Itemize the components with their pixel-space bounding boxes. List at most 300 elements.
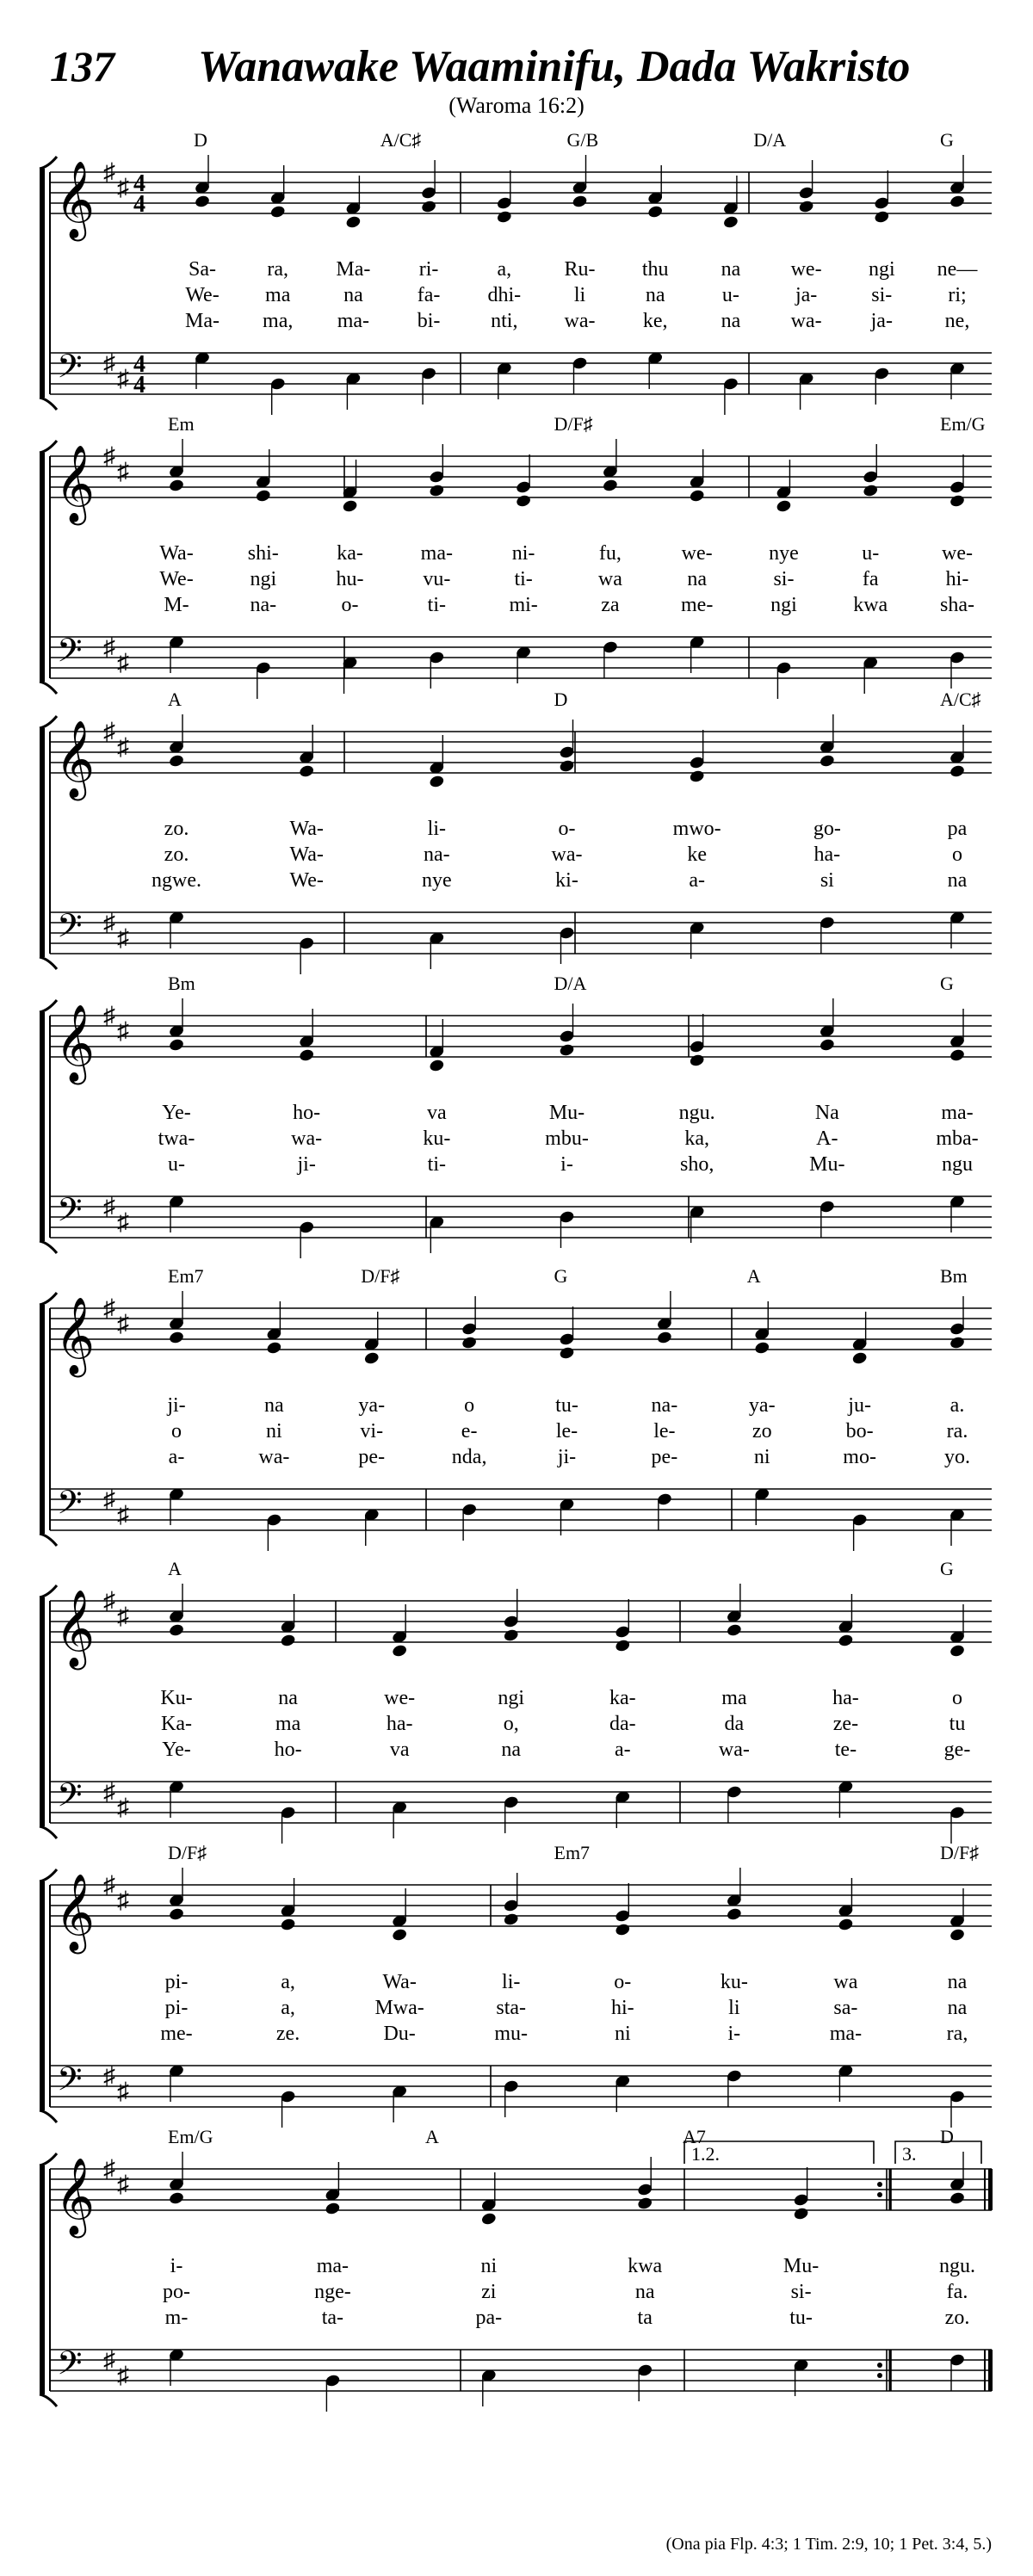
time-signature-bottom: 4 (133, 372, 145, 398)
lyric-syllable: mba- (936, 1127, 979, 1150)
sharp-icon: ♯ (117, 366, 129, 392)
lyric-syllable: ju- (848, 1394, 871, 1417)
lyric-syllable: ma- (316, 2255, 349, 2277)
lyric-syllable: ma (721, 1687, 747, 1709)
chord-symbol: G (940, 129, 954, 151)
chord-symbol: A (168, 689, 182, 710)
chord-symbol: G (940, 1558, 954, 1579)
music-system (40, 413, 992, 699)
note-head (299, 1048, 315, 1063)
sharp-icon: ♯ (103, 1872, 115, 1899)
note-head (722, 215, 739, 230)
sharp-icon: ♯ (117, 1209, 129, 1236)
music-system (40, 973, 992, 1258)
lyric-syllable: fa (862, 568, 879, 590)
lyric-syllable: ti- (427, 1153, 446, 1176)
lyric-syllable: fa- (417, 284, 441, 306)
note-head (168, 1038, 184, 1053)
lyric-syllable: sa- (833, 1997, 858, 2019)
lyric-syllable: na (947, 869, 968, 892)
chord-symbol: Em/G (168, 2126, 213, 2147)
note-head (793, 2207, 809, 2221)
lyric-syllable: o, (503, 1713, 519, 1735)
lyric-syllable: Ru- (564, 258, 596, 281)
lyric-syllable: twa- (158, 1127, 195, 1150)
lyric-syllable: a- (614, 1739, 631, 1761)
lyric-syllable: ma- (829, 2023, 863, 2045)
lyric-syllable: bo- (845, 1420, 874, 1442)
bass-staff (50, 1196, 992, 1238)
lyric-syllable: o (952, 1687, 962, 1709)
lyric-syllable: me- (160, 2023, 193, 2045)
repeat-dot (877, 2192, 882, 2197)
lyric-syllable: a. (949, 1394, 965, 1417)
lyric-syllable: tu- (789, 2307, 813, 2329)
lyric-syllable: fa. (946, 2281, 968, 2303)
chord-symbol: D (194, 129, 207, 151)
note-head (559, 1043, 575, 1058)
lyric-syllable: na (343, 284, 363, 306)
lyric-syllable: ma- (420, 542, 453, 565)
note-head (168, 479, 184, 493)
bass-clef-icon: 𝄢 (57, 633, 83, 676)
lyric-syllable: o (952, 843, 962, 866)
lyric-syllable: ze. (275, 2023, 300, 2045)
lyric-syllable: ma- (941, 1102, 974, 1124)
lyric-syllable: Ma- (185, 310, 220, 332)
lyric-syllable: ma, (263, 310, 294, 332)
lyric-syllable: li- (427, 818, 446, 840)
lyric-syllable: ngu (942, 1153, 973, 1176)
lyric-syllable: Wa- (382, 1971, 417, 1993)
lyric-syllable: a- (168, 1446, 185, 1468)
note-head (345, 215, 362, 230)
lyric-syllable: li- (502, 1971, 521, 1993)
lyric-syllable: ni (753, 1446, 770, 1468)
lyric-syllable: na (947, 1997, 968, 2019)
lyric-syllable: wa- (291, 1127, 323, 1150)
lyric-syllable: Wa- (159, 542, 194, 565)
lyric-syllable: mbu- (545, 1127, 589, 1150)
bass-staff (50, 2350, 992, 2391)
lyric-syllable: ngu. (678, 1102, 715, 1124)
lyric-syllable: si- (871, 284, 893, 306)
chord-symbol: A7 (683, 2126, 706, 2147)
lyric-syllable: ka, (684, 1127, 709, 1150)
note-head (838, 1918, 854, 1932)
lyric-syllable: ho- (274, 1739, 302, 1761)
lyric-syllable: sho, (679, 1153, 714, 1176)
lyric-syllable: We- (289, 869, 324, 892)
lyric-syllable: nye (769, 542, 799, 565)
repeat-dot (877, 2182, 882, 2187)
system-bracket (40, 169, 45, 398)
note-head (754, 1341, 770, 1356)
note-head (689, 1053, 705, 1068)
note-head (874, 210, 890, 225)
lyric-syllable: wa- (718, 1739, 750, 1761)
note-head (429, 775, 445, 789)
note-head (949, 1644, 965, 1659)
lyric-syllable: na (264, 1394, 284, 1417)
sharp-icon: ♯ (103, 634, 115, 661)
lyric-syllable: ha- (813, 843, 841, 866)
lyric-syllable: me- (681, 594, 714, 616)
lyric-syllable: pi- (164, 1997, 189, 2019)
lyric-syllable: u- (168, 1153, 185, 1176)
sharp-icon: ♯ (117, 1795, 129, 1821)
lyric-syllable: nge- (314, 2281, 351, 2303)
note-head (168, 1907, 184, 1922)
treble-clef-icon: 𝄞 (55, 162, 96, 237)
lyric-syllable: Ye- (162, 1102, 191, 1124)
lyric-syllable: na (501, 1739, 522, 1761)
note-head (838, 1634, 854, 1648)
lyric-syllable: mwo- (672, 818, 721, 840)
lyric-syllable: a, (497, 258, 512, 281)
lyric-syllable: u- (721, 284, 739, 306)
lyric-syllable: te- (834, 1739, 857, 1761)
lyric-syllable: ki- (555, 869, 578, 892)
lyric-syllable: Mu- (809, 1153, 845, 1176)
chord-symbol: D (554, 689, 568, 710)
lyric-syllable: Du- (383, 2023, 416, 2045)
note-head (689, 769, 705, 784)
lyric-syllable: zo (752, 1420, 772, 1442)
note-head (949, 1048, 965, 1063)
final-barline (988, 2350, 993, 2391)
bass-clef-icon: 𝄢 (57, 349, 83, 392)
lyric-syllable: ni (614, 2023, 631, 2045)
note-head (280, 1918, 296, 1932)
lyric-syllable: za (601, 594, 620, 616)
lyric-syllable: ze- (832, 1713, 859, 1735)
lyric-syllable: M- (164, 594, 189, 616)
sharp-icon: ♯ (117, 2171, 129, 2198)
system-bracket (40, 2165, 45, 2394)
note-head (637, 2196, 653, 2211)
sharp-icon: ♯ (117, 459, 129, 485)
note-head (949, 1336, 965, 1350)
note-head (392, 1928, 408, 1943)
lyric-syllable: ku- (720, 1971, 748, 1993)
volta-label: 1.2. (691, 2143, 720, 2165)
lyric-syllable: na- (651, 1394, 678, 1417)
bass-clef-icon: 𝄢 (57, 1777, 83, 1821)
lyric-syllable: ku- (423, 1127, 451, 1150)
lyric-syllable: ge- (943, 1739, 971, 1761)
lyric-syllable: si (820, 869, 834, 892)
lyric-syllable: zo. (944, 2307, 970, 2329)
time-signature-bottom: 4 (133, 191, 145, 218)
lyric-syllable: We- (185, 284, 220, 306)
lyric-syllable: nye (422, 869, 452, 892)
lyric-syllable: ngi (498, 1687, 525, 1709)
lyric-syllable: ne— (937, 258, 978, 281)
note-head (461, 1336, 478, 1350)
note-head (168, 2191, 184, 2206)
lyric-syllable: ti- (514, 568, 533, 590)
lyric-syllable: pe- (358, 1446, 386, 1468)
lyric-syllable: a, (281, 1997, 295, 2019)
lyric-syllable: Mu- (782, 2255, 820, 2277)
music-system (40, 689, 992, 974)
chord-symbol: Bm (168, 973, 195, 994)
lyric-syllable: nti, (491, 310, 518, 332)
chord-symbol: Bm (940, 1265, 968, 1287)
chord-symbol: A (425, 2126, 439, 2147)
lyric-syllable: hu- (336, 568, 364, 590)
sharp-icon: ♯ (103, 1588, 115, 1615)
note-head (269, 205, 286, 219)
lyric-syllable: ma (275, 1713, 301, 1735)
lyric-syllable: ni (480, 2255, 498, 2277)
lyric-syllable: vi- (360, 1420, 384, 1442)
sharp-icon: ♯ (103, 2347, 115, 2374)
bass-clef-icon: 𝄢 (57, 2061, 83, 2105)
lyric-syllable: tu (949, 1713, 966, 1735)
lyric-syllable: Na (814, 1102, 839, 1124)
note-head (496, 210, 512, 225)
note-head (726, 1907, 742, 1922)
lyric-syllable: o- (614, 1971, 632, 1993)
music-system (40, 1558, 992, 1844)
note-head (819, 1038, 835, 1053)
sharp-icon: ♯ (103, 1003, 115, 1029)
sharp-icon: ♯ (117, 734, 129, 761)
lyric-syllable: ke (687, 843, 707, 866)
chord-symbol: Em7 (554, 1842, 591, 1863)
lyric-syllable: ne, (944, 310, 970, 332)
lyric-syllable: wa (597, 568, 622, 590)
lyric-syllable: ri; (948, 284, 967, 306)
lyric-syllable: u- (862, 542, 880, 565)
sharp-icon: ♯ (103, 1295, 115, 1322)
system-bracket (40, 1305, 45, 1534)
lyric-syllable: Mwa- (374, 1997, 424, 2019)
chord-symbol: G (940, 973, 954, 994)
bass-staff (50, 353, 992, 394)
lyric-syllable: na- (250, 594, 277, 616)
lyric-syllable: po- (163, 2281, 190, 2303)
sharp-icon: ♯ (103, 1486, 115, 1513)
lyric-syllable: na (687, 568, 707, 590)
lyric-syllable: sha- (940, 594, 974, 616)
chord-symbol: A/C♯ (940, 689, 981, 710)
chord-symbol: D/F♯ (361, 1265, 400, 1287)
bass-clef-icon: 𝄢 (57, 2345, 83, 2389)
volta-label: 3. (902, 2143, 917, 2165)
lyric-syllable: ma- (337, 310, 370, 332)
lyric-syllable: ri- (418, 258, 439, 281)
lyric-syllable: ya- (748, 1394, 776, 1417)
note-head (429, 1059, 445, 1073)
lyric-syllable: na (278, 1687, 298, 1709)
lyric-syllable: ta- (321, 2307, 344, 2329)
chord-symbol: D/F♯ (168, 1842, 207, 1863)
note-head (949, 2191, 965, 2206)
lyric-syllable: i- (560, 1153, 573, 1176)
lyric-syllable: va (389, 1739, 410, 1761)
lyric-syllable: ha- (386, 1713, 413, 1735)
sharp-icon: ♯ (117, 1502, 129, 1529)
lyric-syllable: wa- (258, 1446, 290, 1468)
lyric-syllable: ti- (427, 594, 446, 616)
system-bracket (40, 1012, 45, 1241)
lyric-syllable: hi- (945, 568, 969, 590)
note-head (480, 2212, 497, 2227)
note-head (689, 489, 705, 503)
sharp-icon: ♯ (103, 1194, 115, 1220)
lyric-syllable: sta- (496, 1997, 527, 2019)
sharp-icon: ♯ (103, 2156, 115, 2183)
treble-staff (50, 732, 992, 773)
lyric-syllable: ra, (946, 2023, 968, 2045)
chord-symbol: D/F♯ (940, 1842, 980, 1863)
note-head (503, 1628, 519, 1643)
treble-clef-icon: 𝄞 (55, 721, 96, 796)
lyric-syllable: ni (266, 1420, 282, 1442)
lyric-syllable: mi- (509, 594, 538, 616)
lyric-syllable: i- (727, 2023, 741, 2045)
chord-symbol: D (940, 2126, 954, 2147)
lyric-syllable: ji- (557, 1446, 577, 1468)
lyric-syllable: pa (947, 818, 968, 840)
lyric-syllable: wa- (564, 310, 596, 332)
music-system (40, 129, 992, 415)
lyric-syllable: zo. (164, 818, 189, 840)
lyric-syllable: hi- (610, 1997, 634, 2019)
sharp-icon: ♯ (103, 1779, 115, 1806)
lyric-syllable: Ka- (161, 1713, 192, 1735)
lyric-syllable: na (721, 310, 741, 332)
bass-staff (50, 912, 992, 954)
chord-symbol: A (746, 1265, 761, 1287)
treble-clef-icon: 𝄞 (55, 1875, 96, 1949)
treble-staff (50, 1016, 992, 1057)
lyric-syllable: ma (265, 284, 291, 306)
system-bracket (40, 1881, 45, 2110)
time-signature-top: 4 (133, 351, 145, 378)
note-head (168, 1331, 184, 1345)
lyric-syllable: si- (790, 2281, 812, 2303)
sharp-icon: ♯ (117, 175, 129, 201)
note-head (299, 764, 315, 779)
bass-clef-icon: 𝄢 (57, 1192, 83, 1236)
note-head (168, 754, 184, 769)
lyric-syllable: na (721, 258, 741, 281)
lyric-syllable: Sa- (189, 258, 216, 281)
lyric-syllable: da (724, 1713, 745, 1735)
lyric-syllable: kwa (628, 2255, 663, 2277)
lyric-syllable: va (427, 1102, 447, 1124)
note-head (656, 1331, 672, 1345)
lyric-syllable: li (573, 284, 586, 306)
lyric-syllable: na- (424, 843, 450, 866)
sharp-icon: ♯ (103, 2063, 115, 2090)
treble-clef-icon: 𝄞 (55, 1005, 96, 1080)
lyric-syllable: go- (813, 818, 841, 840)
lyric-syllable: a, (281, 1971, 295, 1993)
lyric-syllable: ke, (642, 310, 668, 332)
lyric-syllable: ngwe. (152, 869, 201, 892)
note-head (325, 2202, 341, 2216)
chord-symbol: A/C♯ (380, 129, 422, 151)
lyric-syllable: li (728, 1997, 740, 2019)
lyric-syllable: pe- (651, 1446, 678, 1468)
note-head (615, 1639, 631, 1653)
note-head (429, 484, 445, 498)
lyric-syllable: A- (816, 1127, 838, 1150)
lyric-syllable: wa- (790, 310, 822, 332)
sharp-icon: ♯ (117, 1018, 129, 1045)
sharp-icon: ♯ (117, 1887, 129, 1914)
lyric-syllable: m- (164, 2307, 189, 2329)
note-head (819, 754, 835, 769)
note-head (421, 200, 437, 214)
music-system (40, 1265, 992, 1551)
lyric-syllable: wa- (551, 843, 583, 866)
lyric-syllable: o- (341, 594, 359, 616)
sharp-icon: ♯ (117, 650, 129, 676)
note-head (168, 1623, 184, 1638)
lyric-syllable: zo. (164, 843, 189, 866)
lyric-syllable: na (947, 1971, 968, 1993)
chord-symbol: A (168, 1558, 182, 1579)
lyric-syllable: yo. (944, 1446, 970, 1468)
note-head (949, 494, 965, 509)
note-head (949, 195, 965, 209)
scripture-reference: (Waroma 16:2) (448, 93, 585, 118)
lyric-syllable: le- (653, 1420, 676, 1442)
lyric-syllable: na (645, 284, 665, 306)
lyric-syllable: e- (461, 1420, 478, 1442)
note-head (572, 195, 588, 209)
lyric-syllable: shi- (247, 542, 279, 565)
lyric-syllable: i- (170, 2255, 183, 2277)
lyric-syllable: ngi (770, 594, 797, 616)
lyric-syllable: Mu- (548, 1102, 585, 1124)
note-head (363, 1351, 380, 1366)
chord-symbol: G/B (566, 129, 599, 151)
note-head (726, 1623, 742, 1638)
chord-symbol: Em7 (168, 1265, 204, 1287)
lyric-syllable: kwa (853, 594, 888, 616)
lyric-syllable: o (464, 1394, 475, 1417)
music-system (40, 1842, 992, 2128)
chord-symbol: Em/G (940, 413, 986, 435)
note-head (516, 494, 532, 509)
repeat-dot (877, 2373, 882, 2378)
chord-symbol: Em (168, 413, 195, 435)
chord-symbol: D/F♯ (554, 413, 593, 435)
lyric-syllable: o (171, 1420, 182, 1442)
lyric-syllable: mu- (494, 2023, 529, 2045)
lyric-syllable: da- (609, 1713, 636, 1735)
lyric-syllable: mo- (843, 1446, 876, 1468)
treble-clef-icon: 𝄞 (55, 1298, 96, 1373)
lyric-syllable: we- (681, 542, 713, 565)
note-head (194, 195, 210, 209)
treble-clef-icon: 𝄞 (55, 1591, 96, 1665)
treble-clef-icon: 𝄞 (55, 446, 96, 521)
lyric-syllable: thu (641, 258, 669, 281)
note-head (266, 1341, 282, 1356)
lyric-syllable: fu, (598, 542, 622, 565)
lyric-syllable: nda, (451, 1446, 487, 1468)
lyric-syllable: pi- (164, 1971, 189, 1993)
lyric-syllable: we- (384, 1687, 416, 1709)
